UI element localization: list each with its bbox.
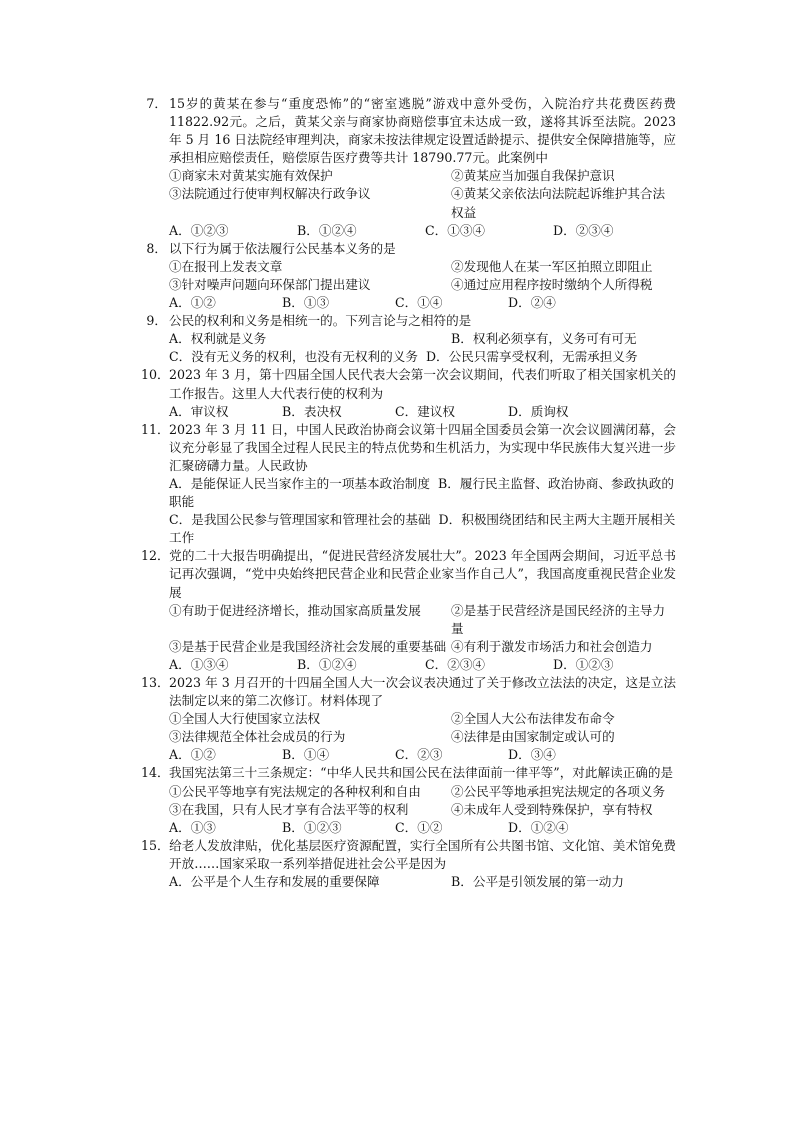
question-stem — [141, 312, 676, 330]
choice-b: B．①④ — [282, 747, 330, 763]
choice-a: A．公平是个人生存和发展的重要保障 — [169, 874, 380, 890]
question-text: 2023 年 3 月召开的十四届全国人大一次会议表决通过了关于修改立法法的决定，这是立法法制定以来的第二次修订。材料体现了 — [169, 675, 676, 709]
statement-item: ②黄某应当加强自我保护意识 — [451, 168, 615, 184]
choice-d: D．③④ — [508, 747, 556, 763]
choice-list — [169, 873, 676, 891]
statement-list — [169, 710, 676, 746]
question-text: 2023 年 3 月 11 日，中国人民政治协商会议第十四届全国委员会第一次会议圆满闭幕，会议充分彰显了我国全过程人民民主的特点优势和生机活力，为实现中华民族伟大复兴进一步汇聚磅礴力量。人民政协 — [169, 421, 676, 473]
choice-list — [169, 330, 676, 348]
choice-d: D．公民只需享受权利，无需承担义务 — [425, 349, 638, 365]
statement-item: ④未成年人受到特殊保护，享有特权 — [451, 801, 653, 817]
choice-c: C．②③④ — [425, 656, 486, 672]
statement-item: ③针对噪声问题向环保部门提出建议 — [169, 276, 371, 292]
question-stem — [141, 95, 676, 167]
choice-b: B．①②④ — [297, 222, 357, 238]
choice-list — [169, 819, 676, 837]
question-15 — [141, 837, 676, 891]
statement-list — [169, 783, 676, 819]
choice-a: A．①③ — [169, 819, 216, 835]
statement-item: ②全国人大公布法律发布命令 — [451, 711, 615, 727]
choice-c: C．是我国公民参与管理国家和管理社会的基础 — [169, 512, 431, 528]
choice-b: B．①②③ — [282, 819, 342, 835]
statement-item: ②是基于民营经济是国民经济的主导力量 — [451, 602, 666, 636]
choice-d: D．①②④ — [508, 819, 569, 835]
choice-b: B．表决权 — [282, 403, 342, 419]
choice-a: A．权利就是义务 — [169, 331, 267, 347]
choice-d: D．②③④ — [553, 222, 614, 238]
question-number: 11． — [141, 421, 170, 437]
choice-list — [169, 294, 676, 312]
question-stem — [141, 421, 676, 475]
question-stem — [141, 764, 676, 782]
statement-item: ①有助于促进经济增长，推动国家高质量发展 — [169, 602, 421, 618]
choice-c: C．没有无义务的权利，也没有无权利的义务 — [169, 349, 418, 365]
question-number: 8． — [146, 240, 167, 256]
statement-list — [169, 258, 676, 294]
choice-a: A．①③④ — [169, 656, 229, 672]
statement-item: ①全国人大行使国家立法权 — [169, 711, 321, 727]
choice-list — [169, 403, 676, 421]
choice-c: C．①② — [395, 819, 443, 835]
question-9 — [141, 312, 676, 366]
choice-list — [169, 348, 676, 366]
question-7 — [141, 95, 676, 240]
question-stem — [141, 240, 676, 258]
question-text: 党的二十大报告明确提出，“促进民营经济发展壮大”。2023 年全国两会期间，习近平总书记再次强调，“党中央始终把民营企业和民营企业家当作自己人”，我国高度重视民营企业发展 — [169, 548, 676, 600]
choice-list — [169, 222, 676, 240]
statement-list — [169, 602, 676, 656]
choice-d: D．质询权 — [508, 403, 569, 419]
question-8 — [141, 240, 676, 312]
choice-a: A．审议权 — [169, 403, 229, 419]
choice-c: C．建议权 — [395, 403, 456, 419]
statement-item: ④黄某父亲依法向法院起诉维护其合法权益 — [451, 186, 666, 220]
question-number: 10． — [141, 367, 170, 383]
choice-b: B．履行民主监督、政治协商、参政执政的职能 — [169, 475, 674, 510]
choice-a: A．①② — [169, 295, 216, 311]
statement-item: ①商家未对黄某实施有效保护 — [169, 168, 333, 184]
choice-list — [169, 475, 676, 511]
choice-list — [169, 746, 676, 764]
question-number: 15． — [141, 837, 170, 853]
question-11 — [141, 421, 676, 548]
statement-item: ③法律规范全体社会成员的行为 — [169, 729, 346, 745]
statement-item: ④通过应用程序按时缴纳个人所得税 — [451, 276, 653, 292]
choice-c: C．①③④ — [425, 222, 486, 238]
choice-a: A．①② — [169, 747, 216, 763]
choice-c: C．②③ — [395, 747, 443, 763]
question-stem — [141, 366, 676, 402]
question-number: 9． — [146, 313, 167, 329]
question-stem — [141, 674, 676, 710]
statement-list — [169, 167, 676, 221]
statement-item: ④法律是由国家制定或认可的 — [451, 729, 615, 745]
question-12 — [141, 547, 676, 674]
question-text: 2023 年 3 月，第十四届全国人民代表大会第一次会议期间，代表们听取了相关国家机关的工作报告。这里人大代表行使的权利为 — [169, 367, 676, 401]
statement-item: ②公民平等地承担宪法规定的各项义务 — [451, 783, 666, 799]
question-stem — [141, 547, 676, 601]
statement-item: ④有利于激发市场活力和社会创造力 — [451, 638, 653, 654]
statement-item: ③是基于民营企业是我国经济社会发展的重要基础 — [169, 638, 447, 654]
question-13 — [141, 674, 676, 764]
choice-d: D．①②③ — [553, 656, 614, 672]
choice-b: B．①②④ — [297, 656, 357, 672]
question-number: 14． — [141, 765, 170, 781]
statement-item: ③法院通过行使审判权解决行政争议 — [169, 186, 371, 202]
question-number: 7． — [146, 96, 167, 111]
choice-a: A．①②③ — [169, 222, 229, 238]
question-stem — [141, 837, 676, 873]
question-text: 公民的权利和义务是相统一的。下列言论与之相符的是 — [169, 313, 472, 329]
choice-list — [169, 511, 676, 547]
choice-d: D．积极围绕团结和民主两大主题开展相关工作 — [169, 512, 676, 546]
choice-list — [169, 656, 676, 674]
choice-b: B．公平是引领发展的第一动力 — [451, 874, 624, 890]
question-number: 13． — [141, 675, 170, 690]
choice-a: A．是能保证人民当家作主的一项基本政治制度 — [169, 475, 430, 491]
question-text: 给老人发放津贴，优化基层医疗资源配置，实行全国所有公共图书馆、文化馆、美术馆免费开放……国家采取一系列举措促进社会公平是因为 — [169, 837, 676, 871]
statement-item: ②发现他人在某一军区拍照立即阻止 — [451, 258, 653, 274]
question-text: 15岁的黄某在参与“重度恐怖”的“密室逃脱”游戏中意外受伤，入院治疗共花费医药费 11822.92元。之后，黄某父亲与商家协商赔偿事宜未达成一致，遂将其诉至法院。2023 年 5 月 16 日法院经审理判决，商家未按法律规定设置适龄提示、提供安全保障措施等，应承担相应赔偿责任，赔偿原告医疗费等共计 18790.77元。此案例中 — [169, 96, 676, 166]
exam-page — [141, 95, 676, 891]
choice-d: D．②④ — [508, 295, 556, 311]
statement-item: ①公民平等地享有宪法规定的各种权利和自由 — [169, 783, 421, 799]
statement-item: ③在我国，只有人民才享有合法平等的权利 — [169, 801, 409, 817]
question-text: 我国宪法第三十三条规定：“中华人民共和国公民在法律面前一律平等”，对此解读正确的是 — [169, 765, 674, 781]
question-10 — [141, 366, 676, 420]
question-14 — [141, 764, 676, 836]
question-text: 以下行为属于依法履行公民基本义务的是 — [169, 240, 396, 256]
question-number: 12． — [141, 548, 170, 564]
statement-item: ①在报刊上发表文章 — [169, 258, 283, 274]
choice-c: C．①④ — [395, 295, 443, 311]
choice-b: B．①③ — [282, 295, 330, 311]
choice-b: B．权利必须享有，义务可有可无 — [451, 331, 637, 347]
